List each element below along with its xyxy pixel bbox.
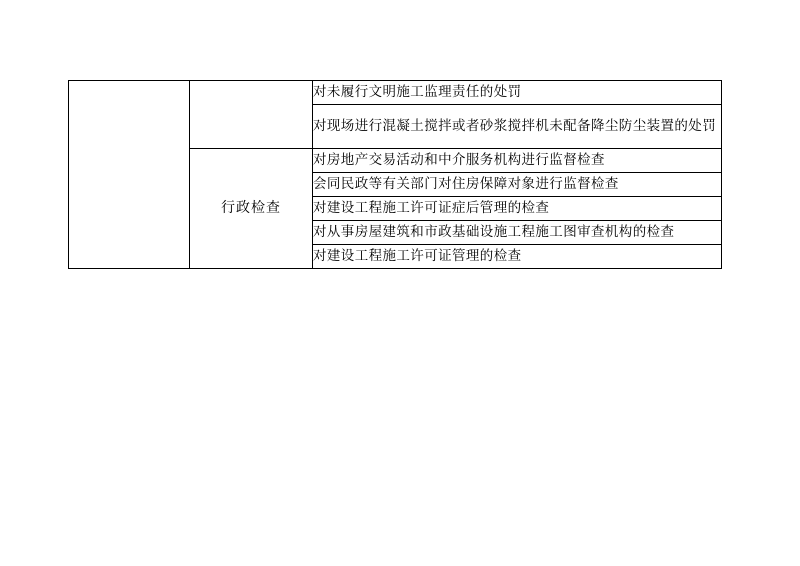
table-cell-item: 对现场进行混凝土搅拌或者砂浆搅拌机未配备降尘防尘装置的处罚 — [313, 104, 722, 148]
table-cell-item: 对房地产交易活动和中介服务机构进行监督检查 — [313, 148, 722, 172]
table-cell-item: 对未履行文明施工监理责任的处罚 — [313, 81, 722, 105]
administrative-items-table — [68, 80, 722, 269]
table-cell-department — [69, 81, 190, 269]
table-cell-item: 对建设工程施工许可证管理的检查 — [313, 244, 722, 268]
table-cell-category-penalty — [190, 81, 313, 149]
table-cell-item: 对建设工程施工许可证症后管理的检查 — [313, 196, 722, 220]
table-cell-item: 会同民政等有关部门对住房保障对象进行监督检查 — [313, 172, 722, 196]
table-row — [69, 81, 722, 105]
table-cell-item: 对从事房屋建筑和市政基础设施工程施工图审查机构的检查 — [313, 220, 722, 244]
table-cell-category-inspection: 行政检查 — [190, 148, 313, 268]
